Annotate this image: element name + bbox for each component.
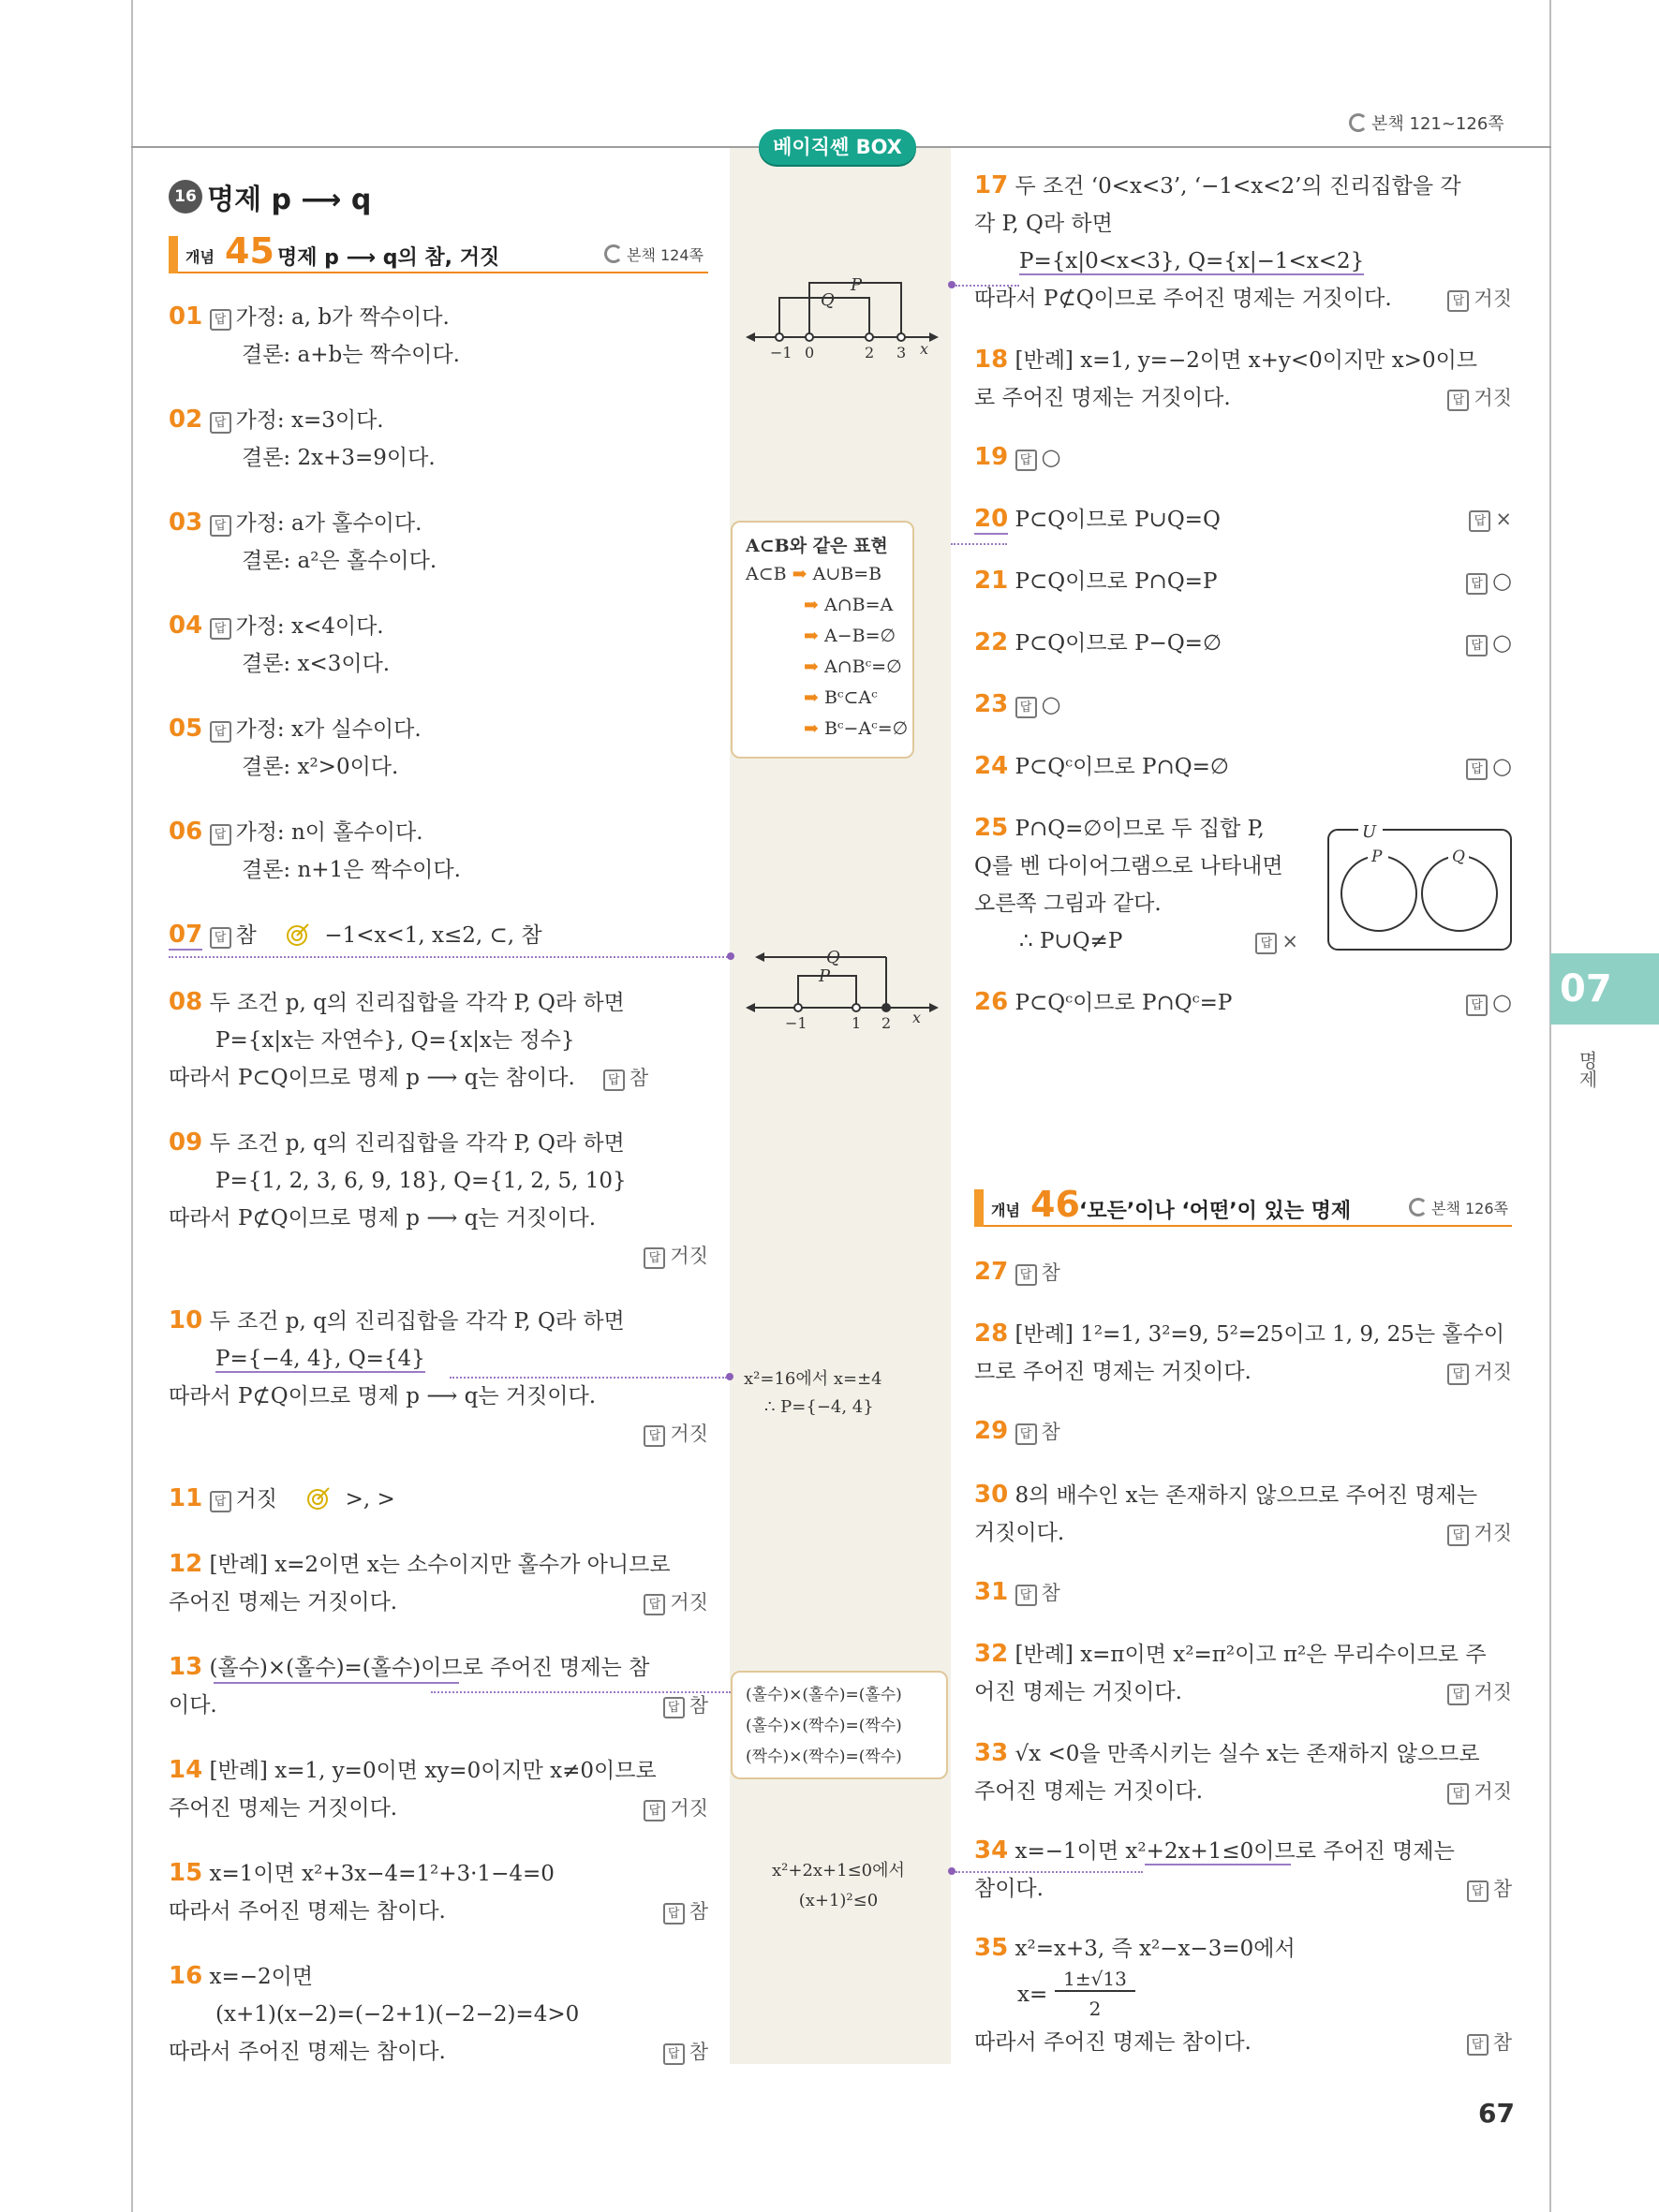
answer: 거짓 [1474,387,1512,409]
problem-number: 16 [169,1962,203,1990]
hint-text: >, > [345,1487,395,1512]
answer-icon: 답 [663,1903,685,1924]
answer-icon: 답 [1015,450,1037,471]
problem-number: 29 [974,1417,1009,1445]
arrow-icon: ➡ [804,626,819,646]
answer-icon: 답 [210,927,231,949]
tick-label: 1 [852,1014,862,1032]
problem-number: 09 [169,1128,203,1157]
problem-number: 17 [974,171,1009,199]
answer-icon: 답 [663,2043,685,2065]
answer: 참 [1041,1421,1060,1443]
line: 가정: x가 실수이다. [235,717,422,742]
problem-35 [974,1929,1512,2061]
section-heading [169,176,371,214]
problem-number: 35 [974,1934,1009,1962]
problem-number: 14 [169,1756,203,1784]
set-P-label: P [819,966,831,986]
concept46-bar [974,1184,1512,1227]
problem-18 [974,341,1512,417]
leader-dot [727,952,734,960]
line: x=−1이면 x²+2x+1≤0이므로 주어진 명제는 [1015,1839,1455,1864]
tick-label: 2 [881,1014,892,1032]
arrow-icon: ➡ [804,656,819,677]
problem-09 [169,1124,708,1275]
answer-icon: 답 [210,309,231,331]
answer: 참 [689,1694,708,1717]
answer-icon: 답 [644,1247,665,1269]
subset-expression-box [731,521,914,759]
axis-x-label: x [912,1009,922,1026]
line: 따라서 주어진 명제는 참이다. [974,2030,1252,2055]
answer: 참 [1041,1261,1060,1284]
problem-14 [169,1751,708,1827]
answer-icon: 답 [1015,697,1037,718]
line: P={x|x는 자연수}, Q={x|x는 정수} [215,1028,575,1053]
problem-22 [974,624,1512,662]
problem-number: 02 [169,406,203,434]
line: P⊂Q이므로 P−Q=∅ [1015,631,1222,656]
problem-11 [169,1480,395,1518]
formula-denominator: 2 [1089,1998,1102,2020]
line: 로 주어진 명제는 거짓이다. [974,386,1231,410]
underline [1145,1864,1291,1865]
answer-icon: 답 [603,1069,625,1091]
answer-icon: 답 [210,618,231,640]
line: 가정: n이 홀수이다. [235,820,423,845]
line: [반례] x=1, y=−2이면 x+y<0이지만 x>0이므 [1015,348,1478,373]
line: 결론: 2x+3=9이다. [242,446,436,470]
problem-24 [974,747,1512,786]
answer-icon: 답 [1447,1684,1469,1705]
answer: ○ [1492,989,1512,1015]
problem-13 [169,1648,708,1724]
problem-19 [974,438,1060,477]
line: 주어진 명제는 거짓이다. [169,1796,398,1821]
problem-15 [169,1854,708,1930]
line: 따라서 P⊄Q이므로 명제 p ⟶ q는 거짓이다. [169,1384,597,1408]
arrow-icon: ➡ [804,687,819,708]
line: [반례] x=π이면 x²=π²이고 π²은 무리수이므로 주 [1015,1643,1487,1667]
line: 참이다. [974,1877,1044,1901]
line: ∴ P∪Q≠P [1019,929,1123,953]
set-P-label: P [851,275,863,295]
line: P={−4, 4}, Q={4} [215,1347,425,1371]
universal-set-label: U [1362,822,1377,842]
line: 거짓이다. [974,1521,1065,1545]
problem-30 [974,1476,1512,1552]
line: P∩Q=∅이므로 두 집합 P, [1015,817,1265,841]
problem-21 [974,562,1512,600]
chapter-tab-label: 명제 [1576,1051,1598,1088]
tick-label: −1 [785,1014,807,1032]
header-ref: 본책 121~126쪽 [1349,111,1504,135]
hint-text: −1<x<1, x≤2, ⊂, 참 [324,923,542,948]
box-line: A∩B=A [823,595,894,615]
line: 두 조건 ‘0<x<3’, ‘−1<x<2’의 진리집합을 각 [1015,174,1461,199]
line: 주어진 명제는 거짓이다. [974,1779,1204,1804]
note-10 [744,1365,882,1422]
problem-number: 08 [169,988,203,1016]
line: P⊂Q이므로 P∪Q=Q [1015,508,1221,532]
box-line: Bᶜ⊂Aᶜ [823,687,878,708]
problem-25 [974,809,1298,960]
set-Q-label: Q [826,948,840,967]
leader-line [169,956,731,958]
line: 각 P, Q라 하면 [974,212,1113,236]
problem-20 [974,500,1512,538]
answer-icon: 답 [644,1800,665,1821]
line: 가정: x=3이다. [235,408,384,433]
answer: ○ [1492,568,1512,594]
line: 참 [235,923,257,948]
problem-number: 21 [974,567,1009,595]
arrow-icon: ➡ [804,595,819,615]
problem-12 [169,1545,708,1621]
answer: 거짓 [1474,1681,1512,1703]
problem-number: 32 [974,1640,1009,1668]
underline [214,1682,459,1684]
box-line: A−B=∅ [823,626,896,646]
problem-number: 04 [169,612,203,640]
line: 따라서 P⊄Q이므로 주어진 명제는 거짓이다. [974,287,1392,311]
problem-number: 20 [974,505,1009,533]
answer: 거짓 [670,1245,708,1267]
problem-01 [169,298,460,374]
quadratic-formula [974,1968,1512,2024]
problem-number: 22 [974,628,1009,656]
answer: ○ [1492,629,1512,656]
answer-icon: 답 [644,1594,665,1615]
answer: 참 [1492,1878,1512,1900]
line: (x+1)(x−2)=(−2+1)(−2−2)=4>0 [215,2002,580,2027]
answer: × [1495,508,1512,530]
problem-23 [974,686,1060,724]
answer: ○ [1492,753,1512,779]
line: 결론: n+1은 짝수이다. [242,858,461,882]
answer-icon: 답 [210,412,231,434]
note-line: x²+2x+1≤0에서 [772,1861,905,1880]
box-title: A⊂B와 같은 표현 [746,536,888,556]
line: 주어진 명제는 거짓이다. [169,1590,398,1615]
box-line: A⊂B [746,564,787,584]
problem-number: 30 [974,1481,1009,1509]
line: P={x|0<x<3}, Q={x|−1<x<2} [1019,249,1365,273]
answer: × [1281,930,1298,952]
leader-line [431,1691,731,1693]
line: [반례] 1²=1, 3²=9, 5²=25이고 1, 9, 25는 홀수이 [1015,1322,1505,1347]
problem-number: 26 [974,988,1009,1016]
concept45-prefix: 개념 [185,248,215,266]
answer: 거짓 [1474,288,1512,310]
problem-number: 28 [974,1320,1009,1348]
line: 가정: a가 홀수이다. [235,511,422,536]
line: 오른쪽 그림과 같다. [974,892,1162,916]
problem-29 [974,1412,1060,1451]
line: [반례] x=1, y=0이면 xy=0이지만 x≠0이므로 [209,1759,657,1783]
problem-number: 25 [974,814,1009,842]
refresh-icon [1409,1198,1428,1217]
formula-numerator: 1±√13 [1055,1968,1135,1992]
line: x=1이면 x²+3x−4=1²+3·1−4=0 [209,1862,555,1886]
problem-number: 27 [974,1258,1009,1286]
note-34 [772,1856,905,1916]
answer-icon: 답 [210,1491,231,1512]
tick-label: 2 [865,344,875,361]
answer: 거짓 [1474,1522,1512,1544]
leader-line [955,1871,1143,1873]
tick-label: 0 [805,344,815,361]
concept45-ref: 본책 124쪽 [604,243,704,265]
line: P⊂Qᶜ이므로 P∩Qᶜ=P [1015,991,1233,1015]
concept46-number: 46 [1030,1184,1080,1225]
chapter-tab[interactable]: 07 [1550,953,1659,1025]
concept45-number: 45 [225,230,274,272]
line: x²=x+3, 즉 x²−x−3=0에서 [1015,1937,1296,1961]
box-line: A∪B=B [812,564,882,584]
line: 두 조건 p, q의 진리집합을 각각 P, Q라 하면 [209,1131,625,1156]
box-line: (짝수)×(짝수)=(짝수) [746,1747,902,1766]
line: 결론: x<3이다. [242,652,391,676]
problem-number: 34 [974,1836,1009,1865]
line: 따라서 P⊂Q이므로 명제 p ⟶ q는 참이다. [169,1066,575,1090]
line: 따라서 P⊄Q이므로 명제 p ⟶ q는 거짓이다. [169,1206,597,1231]
leader-dot [948,281,955,288]
problem-06 [169,813,461,889]
concept46-title: ‘모든’이나 ‘어떤’이 있는 명제 [1079,1200,1352,1223]
line: 결론: x²>0이다. [242,755,399,779]
answer-icon: 답 [1447,1525,1469,1546]
line: 어진 명제는 거짓이다. [974,1680,1182,1704]
answer: ○ [1041,691,1061,717]
axis-x-label: x [920,340,929,358]
answer-icon: 답 [1447,390,1469,411]
answer-icon: 답 [1447,290,1469,312]
line: 8의 배수인 x는 존재하지 않으므로 주어진 명제는 [1015,1483,1478,1508]
answer-icon: 답 [1469,510,1490,532]
problem-26 [974,983,1512,1022]
box-line: Bᶜ−Aᶜ=∅ [823,718,909,739]
answer: 참 [689,1900,708,1923]
answer: 거짓 [670,1423,708,1445]
answer: 참 [689,2041,708,2063]
box-line: A∩Bᶜ=∅ [823,656,902,677]
section-title: 명제 p ⟶ q [207,184,372,216]
problem-number: 13 [169,1653,203,1681]
answer-icon: 답 [663,1697,685,1718]
answer-icon: 답 [1467,2034,1489,2056]
problem-05 [169,710,422,786]
answer: 거짓 [670,1591,708,1614]
line: 결론: a+b는 짝수이다. [242,343,460,367]
number-line-08 [746,936,942,1040]
problem-33 [974,1734,1512,1810]
page-left-border [131,0,133,2212]
answer-icon: 답 [1466,573,1488,595]
line: 두 조건 p, q의 진리집합을 각각 P, Q라 하면 [209,1309,625,1334]
answer-icon: 답 [210,515,231,537]
problem-number: 07 [169,921,203,949]
note-line: ∴ P={−4, 4} [764,1397,874,1417]
problem-03 [169,504,437,580]
problem-number: 33 [974,1739,1009,1767]
answer-icon: 답 [1466,995,1488,1016]
line: 따라서 주어진 명제는 참이다. [169,2040,446,2064]
problem-number: 23 [974,690,1009,718]
arrow-icon: ➡ [792,564,807,584]
line: Q를 벤 다이어그램으로 나타내면 [974,854,1283,878]
problem-number: 18 [974,346,1009,374]
answer-icon: 답 [644,1425,665,1447]
answer: 참 [629,1067,649,1089]
tick-label: −1 [770,344,792,361]
line: P={1, 2, 3, 6, 9, 18}, Q={1, 2, 5, 10} [215,1169,627,1193]
answer-icon: 답 [1015,1264,1037,1286]
problem-02 [169,401,436,477]
problem-number: 06 [169,818,203,846]
problem-number: 15 [169,1859,203,1887]
line: P⊂Q이므로 P∩Q=P [1015,569,1218,594]
line: 따라서 주어진 명제는 참이다. [169,1899,446,1924]
answer: 거짓 [1474,1361,1512,1383]
answer-icon: 답 [210,824,231,846]
problem-31 [974,1573,1060,1612]
line: 결론: a²은 홀수이다. [242,549,437,573]
line: 이다. [169,1693,217,1718]
tick-label: 3 [896,344,907,361]
answer-icon: 답 [1466,759,1488,780]
target-icon [286,922,310,946]
answer: 참 [1492,2031,1512,2054]
answer-icon: 답 [1015,1585,1037,1606]
problem-number: 03 [169,509,203,537]
concept45-bar [169,230,708,273]
set-Q-label: Q [1452,848,1465,866]
answer-icon: 답 [1015,1423,1037,1445]
target-icon [306,1485,331,1510]
problem-34 [974,1832,1512,1908]
line: √x <0을 만족시키는 실수 x는 존재하지 않으므로 [1015,1742,1480,1766]
problem-32 [974,1635,1512,1711]
problem-number: 19 [974,443,1009,471]
formula-lhs: x= [1017,1983,1048,2007]
set-Q-label: Q [821,290,835,310]
number-line-17 [746,272,942,365]
line: P⊂Qᶜ이므로 P∩Q=∅ [1015,755,1229,779]
concept46-ref: 본책 126쪽 [1409,1197,1508,1218]
page-right-border [1549,0,1551,2212]
problem-number: 10 [169,1306,203,1335]
note-line: x²=16에서 x=±4 [744,1369,882,1389]
venn-diagram [1326,820,1514,953]
problem-number: 05 [169,715,203,743]
refresh-icon [604,244,623,263]
problem-number: 31 [974,1578,1009,1606]
answer-icon: 답 [1447,1783,1469,1805]
box-line: (홀수)×(홀수)=(홀수) [746,1686,902,1704]
basic-box-title: 베이직쎈 BOX [759,129,916,165]
problem-17 [974,167,1512,317]
answer-icon: 답 [210,721,231,743]
problem-number: 12 [169,1550,203,1578]
arrow-icon: ➡ [804,718,819,739]
problem-28 [974,1315,1512,1391]
answer-icon: 답 [1447,1364,1469,1385]
answer-icon: 답 [1255,933,1277,954]
answer-icon: 답 [1467,1880,1489,1902]
problem-07 [169,916,542,954]
line: 거짓 [235,1487,277,1512]
leader-line [450,1377,727,1379]
leader-line [955,285,1019,287]
line: 가정: x<4이다. [235,614,384,639]
answer: 거짓 [670,1797,708,1820]
problem-16 [169,1957,708,2071]
set-P-label: P [1371,848,1383,866]
leader-dot [726,1373,733,1380]
box-line: (홀수)×(짝수)=(짝수) [746,1717,902,1735]
answer: ○ [1041,444,1061,470]
problem-number: 01 [169,302,203,331]
leader-dot [948,1867,955,1875]
line: [반례] x=2이면 x는 소수이지만 홀수가 아니므로 [209,1553,671,1577]
section-number-badge: 16 [169,180,202,214]
line: 므로 주어진 명제는 거짓이다. [974,1360,1252,1384]
line: 두 조건 p, q의 진리집합을 각각 P, Q라 하면 [209,991,625,1015]
note-line: (x+1)²≤0 [798,1891,879,1910]
concept45-title: 명제 p ⟶ q의 참, 거짓 [277,246,500,270]
leader-line [951,543,1007,545]
line: 가정: a, b가 짝수이다. [235,305,450,330]
problem-number: 11 [169,1484,203,1512]
refresh-icon [1349,113,1368,132]
problem-27 [974,1253,1060,1291]
concept46-prefix: 개념 [991,1202,1020,1219]
parity-box [731,1671,948,1779]
page-number: 67 [1478,2098,1515,2129]
problem-04 [169,607,390,683]
answer: 거짓 [1474,1780,1512,1803]
line: (홀수)×(홀수)=(홀수)이므로 주어진 명제는 참 [209,1656,650,1680]
problem-number: 24 [974,752,1009,780]
answer-icon: 답 [1466,635,1488,656]
problem-08 [169,983,648,1097]
line: x=−2이면 [209,1965,314,1989]
answer: 참 [1041,1582,1060,1604]
